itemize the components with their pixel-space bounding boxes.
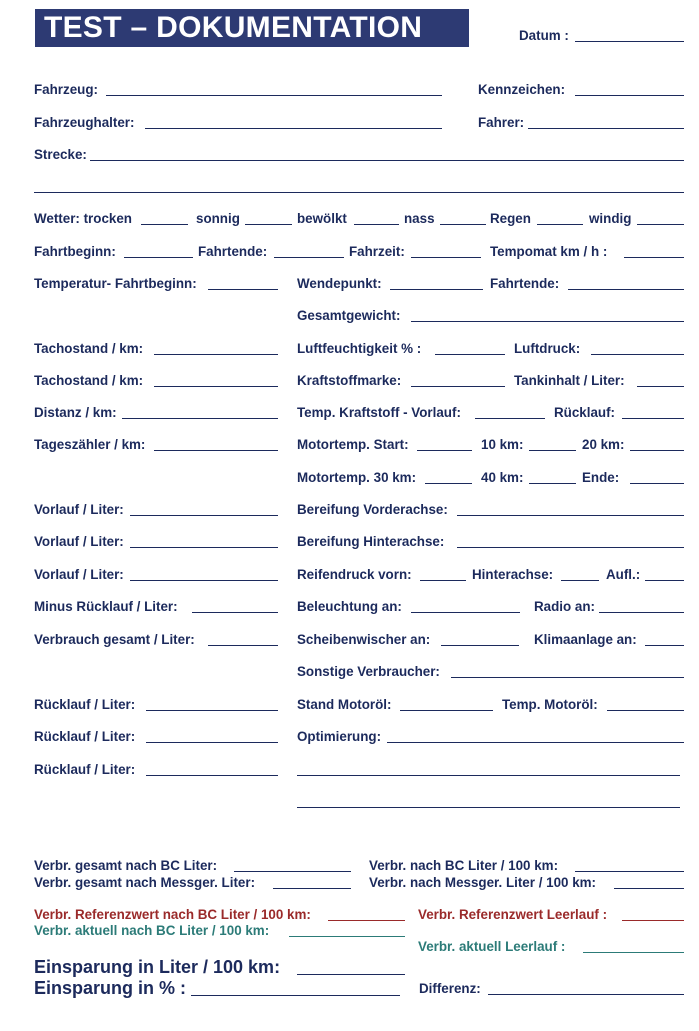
- field-luftdruck[interactable]: [591, 354, 684, 355]
- label-wendepunkt: Wendepunkt:: [297, 276, 382, 291]
- field-ruecklauf-temp[interactable]: [622, 418, 684, 419]
- label-aktuell-leerlauf: Verbr. aktuell Leerlauf :: [418, 939, 566, 954]
- field-optimierung-line3[interactable]: [297, 807, 680, 808]
- field-strecke-line2[interactable]: [34, 192, 684, 193]
- label-luftdruck: Luftdruck:: [514, 341, 581, 356]
- field-bereifung-vorderachse[interactable]: [457, 515, 684, 516]
- field-luftfeuchtigkeit[interactable]: [435, 354, 505, 355]
- field-wendepunkt[interactable]: [390, 289, 483, 290]
- label-fahrtende: Fahrtende:: [198, 244, 268, 259]
- field-radio[interactable]: [599, 612, 684, 613]
- field-reifendruck-vorn[interactable]: [420, 580, 466, 581]
- field-temp-motoroel[interactable]: [607, 710, 684, 711]
- field-fahrer[interactable]: [528, 128, 684, 129]
- field-einsparung-liter[interactable]: [297, 974, 405, 975]
- label-tachostand-1: Tachostand / km:: [34, 341, 144, 356]
- field-fahrzeug[interactable]: [106, 95, 442, 96]
- field-optimierung[interactable]: [387, 742, 684, 743]
- label-bereifung-hinterachse: Bereifung Hinterachse:: [297, 534, 445, 549]
- field-kennzeichen[interactable]: [575, 95, 684, 96]
- label-verbr-bc-100: Verbr. nach BC Liter / 100 km:: [369, 858, 559, 873]
- field-scheibenwischer[interactable]: [441, 645, 519, 646]
- field-windig[interactable]: [637, 224, 684, 225]
- label-vorlauf-2: Vorlauf / Liter:: [34, 534, 124, 549]
- field-ref-bc[interactable]: [328, 920, 405, 921]
- label-10km: 10 km:: [481, 437, 524, 452]
- label-wetter: Wetter: trocken: [34, 211, 132, 226]
- field-sonstige[interactable]: [451, 677, 684, 678]
- label-hinterachse: Hinterachse:: [472, 567, 554, 582]
- label-gesamtgewicht: Gesamtgewicht:: [297, 308, 401, 323]
- label-bewoelkt: bewölkt: [297, 211, 347, 226]
- label-strecke: Strecke:: [34, 147, 87, 162]
- field-ruecklauf-1[interactable]: [146, 710, 278, 711]
- label-beleuchtung: Beleuchtung an:: [297, 599, 402, 614]
- label-temp-kraftstoff: Temp. Kraftstoff - Vorlauf:: [297, 405, 461, 420]
- field-20km[interactable]: [630, 450, 684, 451]
- field-gesamtgewicht[interactable]: [411, 321, 684, 322]
- label-nass: nass: [404, 211, 435, 226]
- label-ruecklauf-1: Rücklauf / Liter:: [34, 697, 136, 712]
- field-vorlauf-3[interactable]: [130, 580, 278, 581]
- field-vorlauf-1[interactable]: [130, 515, 278, 516]
- label-verbr-bc: Verbr. gesamt nach BC Liter:: [34, 858, 218, 873]
- field-optimierung-line2[interactable]: [297, 775, 680, 776]
- field-10km[interactable]: [529, 450, 576, 451]
- field-40km[interactable]: [529, 483, 576, 484]
- label-einsparung-liter: Einsparung in Liter / 100 km:: [34, 957, 281, 977]
- label-bereifung-vorderachse: Bereifung Vorderachse:: [297, 502, 448, 517]
- field-regen[interactable]: [537, 224, 583, 225]
- label-motortemp-30: Motortemp. 30 km:: [297, 470, 417, 485]
- field-verbr-bc[interactable]: [234, 871, 351, 872]
- field-strecke[interactable]: [90, 160, 684, 161]
- field-differenz[interactable]: [488, 994, 684, 995]
- title-banner: [35, 9, 469, 47]
- field-aktuell-leerlauf[interactable]: [583, 952, 684, 953]
- field-ruecklauf-3[interactable]: [146, 775, 278, 776]
- label-vorlauf-3: Vorlauf / Liter:: [34, 567, 124, 582]
- field-tageszaehler[interactable]: [154, 450, 278, 451]
- label-tankinhalt: Tankinhalt / Liter:: [514, 373, 625, 388]
- label-regen: Regen: [490, 211, 531, 226]
- label-fahrzeughalter: Fahrzeughalter:: [34, 115, 135, 130]
- label-luftfeuchtigkeit: Luftfeuchtigkeit % :: [297, 341, 422, 356]
- label-ruecklauf-3: Rücklauf / Liter:: [34, 762, 136, 777]
- label-ref-bc: Verbr. Referenzwert nach BC Liter / 100 km:: [34, 907, 311, 922]
- label-ref-leerlauf: Verbr. Referenzwert Leerlauf :: [418, 907, 608, 922]
- field-tempomat[interactable]: [624, 257, 684, 258]
- label-temp-fahrtbeginn: Temperatur- Fahrtbeginn:: [34, 276, 197, 291]
- label-einsparung-prozent: Einsparung in % :: [34, 978, 187, 998]
- label-kennzeichen: Kennzeichen:: [478, 82, 566, 97]
- field-verbr-messger-100[interactable]: [614, 888, 684, 889]
- field-motortemp-30[interactable]: [425, 483, 472, 484]
- field-klimaanlage[interactable]: [645, 645, 684, 646]
- field-verbr-messger[interactable]: [273, 888, 351, 889]
- field-sonnig[interactable]: [245, 224, 292, 225]
- label-tempomat: Tempomat km / h :: [490, 244, 608, 259]
- field-bereifung-hinterachse[interactable]: [457, 547, 684, 548]
- label-20km: 20 km:: [582, 437, 625, 452]
- field-temp-fahrtbeginn[interactable]: [208, 289, 278, 290]
- field-fahrzeit[interactable]: [411, 257, 481, 258]
- label-verbr-messger: Verbr. gesamt nach Messger. Liter:: [34, 875, 256, 890]
- field-trocken[interactable]: [141, 224, 188, 225]
- label-stand-motoroel: Stand Motoröl:: [297, 697, 392, 712]
- label-verbrauch-gesamt: Verbrauch gesamt / Liter:: [34, 632, 195, 647]
- label-sonnig: sonnig: [196, 211, 240, 226]
- label-fahrtende2: Fahrtende:: [490, 276, 560, 291]
- field-tachostand-1[interactable]: [154, 354, 278, 355]
- field-datum[interactable]: [575, 41, 684, 42]
- field-ruecklauf-2[interactable]: [146, 742, 278, 743]
- label-reifendruck: Reifendruck vorn:: [297, 567, 412, 582]
- field-tachostand-2[interactable]: [154, 386, 278, 387]
- field-fahrtende[interactable]: [274, 257, 344, 258]
- field-bewoelkt[interactable]: [354, 224, 399, 225]
- field-ende[interactable]: [630, 483, 684, 484]
- label-tageszaehler: Tageszähler / km:: [34, 437, 146, 452]
- field-tankinhalt[interactable]: [637, 386, 684, 387]
- field-aktuell-bc[interactable]: [289, 936, 405, 937]
- field-motortemp-start[interactable]: [417, 450, 472, 451]
- field-vorlauf-2[interactable]: [130, 547, 278, 548]
- label-tachostand-2: Tachostand / km:: [34, 373, 144, 388]
- label-temp-motoroel: Temp. Motoröl:: [502, 697, 598, 712]
- label-ruecklauf-temp: Rücklauf:: [554, 405, 616, 420]
- label-minus-ruecklauf: Minus Rücklauf / Liter:: [34, 599, 178, 614]
- field-reifendruck-hinterachse[interactable]: [561, 580, 599, 581]
- label-sonstige: Sonstige Verbraucher:: [297, 664, 440, 679]
- label-fahrtbeginn: Fahrtbeginn:: [34, 244, 116, 259]
- label-fahrzeug: Fahrzeug:: [34, 82, 98, 97]
- field-einsparung-prozent[interactable]: [191, 995, 400, 996]
- label-ende: Ende:: [582, 470, 620, 485]
- label-vorlauf-1: Vorlauf / Liter:: [34, 502, 124, 517]
- label-verbr-messger-100: Verbr. nach Messger. Liter / 100 km:: [369, 875, 597, 890]
- label-scheibenwischer: Scheibenwischer an:: [297, 632, 431, 647]
- label-klimaanlage: Klimaanlage an:: [534, 632, 637, 647]
- label-optimierung: Optimierung:: [297, 729, 382, 744]
- label-ruecklauf-2: Rücklauf / Liter:: [34, 729, 136, 744]
- field-beleuchtung[interactable]: [411, 612, 520, 613]
- label-distanz: Distanz / km:: [34, 405, 117, 420]
- field-verbr-bc-100[interactable]: [575, 871, 684, 872]
- label-fahrzeit: Fahrzeit:: [349, 244, 405, 259]
- field-stand-motoroel[interactable]: [400, 710, 493, 711]
- page-title: TEST – DOKUMENTATION: [44, 11, 423, 44]
- label-40km: 40 km:: [481, 470, 524, 485]
- label-kraftstoffmarke: Kraftstoffmarke:: [297, 373, 402, 388]
- label-radio: Radio an:: [534, 599, 596, 614]
- field-nass[interactable]: [440, 224, 486, 225]
- label-aktuell-bc: Verbr. aktuell nach BC Liter / 100 km:: [34, 923, 270, 938]
- field-temp-kraftstoff[interactable]: [475, 418, 545, 419]
- label-differenz: Differenz:: [419, 981, 481, 996]
- field-kraftstoffmarke[interactable]: [411, 386, 505, 387]
- label-aufl: Aufl.:: [606, 567, 641, 582]
- field-ref-leerlauf[interactable]: [622, 920, 684, 921]
- field-distanz[interactable]: [122, 418, 278, 419]
- label-datum: Datum :: [519, 28, 569, 43]
- label-fahrer: Fahrer:: [478, 115, 525, 130]
- label-windig: windig: [589, 211, 632, 226]
- field-fahrzeughalter[interactable]: [145, 128, 442, 129]
- field-fahrtende2[interactable]: [568, 289, 684, 290]
- field-aufl[interactable]: [645, 580, 684, 581]
- field-minus-ruecklauf[interactable]: [192, 612, 278, 613]
- field-fahrtbeginn[interactable]: [124, 257, 193, 258]
- label-motortemp-start: Motortemp. Start:: [297, 437, 409, 452]
- field-verbrauch-gesamt[interactable]: [208, 645, 278, 646]
